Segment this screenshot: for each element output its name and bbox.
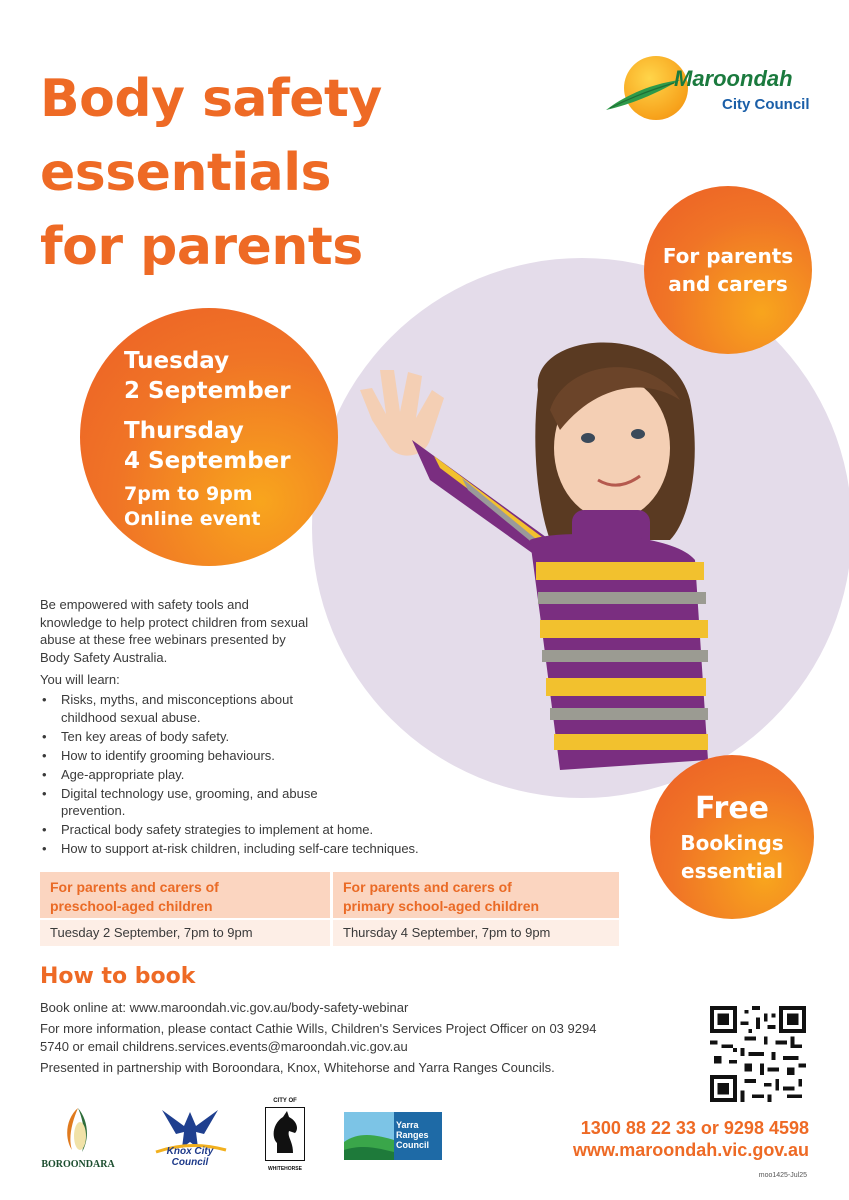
logo-name: Maroondah xyxy=(674,66,793,91)
title-line-2: essentials xyxy=(40,143,332,203)
free-badge xyxy=(650,755,814,919)
page-title xyxy=(40,62,480,284)
bookings-line-2: essential xyxy=(681,859,783,883)
knox-label: Knox City Council xyxy=(166,1146,214,1168)
yarra-ranges-logo xyxy=(344,1112,442,1160)
session-heading xyxy=(40,872,330,918)
free-label: Free xyxy=(694,791,770,826)
boroondara-logo xyxy=(40,1104,116,1170)
session-heading-line-2: preschool-aged children xyxy=(50,898,213,914)
bookings-line-1: Bookings xyxy=(680,831,784,855)
session-heading xyxy=(333,872,619,918)
dates-badge xyxy=(80,308,338,566)
website-link[interactable]: www.maroondah.vic.gov.au xyxy=(572,1140,809,1160)
maroondah-logo xyxy=(604,56,814,126)
boroondara-label: BOROONDARA xyxy=(41,1159,115,1170)
logo-subtitle: City Council xyxy=(722,96,810,113)
knox-logo xyxy=(148,1104,232,1170)
phone-numbers[interactable]: 1300 88 22 33 or 9298 4598 xyxy=(580,1118,809,1138)
event-time: 7pm to 9pm xyxy=(124,483,253,505)
learn-list xyxy=(40,691,500,859)
boroondara-emblem-icon xyxy=(40,1104,116,1156)
title-line-1: Body safety xyxy=(40,69,382,129)
session-when: Thursday 4 September, 7pm to 9pm xyxy=(333,920,619,946)
list-item: • How to support at-risk children, including self-care techniques. xyxy=(40,840,500,858)
leaf-icon xyxy=(604,78,684,112)
yarra-label xyxy=(396,1120,429,1150)
list-item: • Age-appropriate play. xyxy=(40,766,500,784)
whitehorse-bottom-label: WHITEHORSE xyxy=(268,1166,302,1172)
qr-code[interactable] xyxy=(710,1006,806,1102)
session-when: Tuesday 2 September, 7pm to 9pm xyxy=(40,920,330,946)
whitehorse-logo xyxy=(262,1098,308,1172)
date1-date: 2 September xyxy=(124,378,291,404)
date2-date: 4 September xyxy=(124,448,291,474)
session-primary xyxy=(333,872,619,946)
yarra-label-line-1: Yarra xyxy=(396,1120,419,1130)
list-item: • Digital technology use, grooming, and abuse prevention. xyxy=(40,785,320,820)
list-item: • Risks, myths, and misconceptions about childhood sexual abuse. xyxy=(40,691,320,726)
session-heading-line-1: For parents and carers of xyxy=(50,879,219,895)
book-online-link[interactable]: Book online at: www.maroondah.vic.gov.au/body-safety-webinar xyxy=(40,1000,409,1015)
event-format: Online event xyxy=(124,508,261,530)
date2-day: Thursday xyxy=(124,418,244,444)
partnership-text: Presented in partnership with Boroondara, Knox, Whitehorse and Yarra Ranges Councils. xyxy=(40,1060,555,1075)
yarra-label-line-2: Ranges xyxy=(396,1130,429,1140)
yarra-label-line-3: Council xyxy=(396,1140,429,1150)
horse-icon xyxy=(265,1107,305,1161)
title-line-3: for parents xyxy=(40,217,363,277)
how-to-book-heading: How to book xyxy=(40,964,196,989)
session-heading-line-2: primary school-aged children xyxy=(343,898,540,914)
session-preschool xyxy=(40,872,330,946)
badge-line-2: and carers xyxy=(668,272,788,296)
whitehorse-top-label: CITY OF xyxy=(273,1098,297,1104)
list-item: • Practical body safety strategies to implement at home. xyxy=(40,821,500,839)
list-item: • Ten key areas of body safety. xyxy=(40,728,500,746)
session-heading-line-1: For parents and carers of xyxy=(343,879,512,895)
document-code: moo1425-Jul25 xyxy=(758,1172,807,1179)
learn-label: You will learn: xyxy=(40,672,120,687)
more-info-text: For more information, please contact Cathie Wills, Children's Services Project Officer on 03 9294 5740 or email childrens.services.events@maroondah.vic.gov.au xyxy=(40,1021,597,1054)
date1-day: Tuesday xyxy=(124,348,230,374)
badge-line-1: For parents xyxy=(662,244,794,268)
sessions-table xyxy=(40,872,620,946)
list-item: • How to identify grooming behaviours. xyxy=(40,747,500,765)
intro-text: Be empowered with safety tools and knowledge to help protect children from sexual abuse at these free webinars presented by Body Safety Australia. xyxy=(40,597,309,665)
parents-carers-badge xyxy=(644,186,812,354)
